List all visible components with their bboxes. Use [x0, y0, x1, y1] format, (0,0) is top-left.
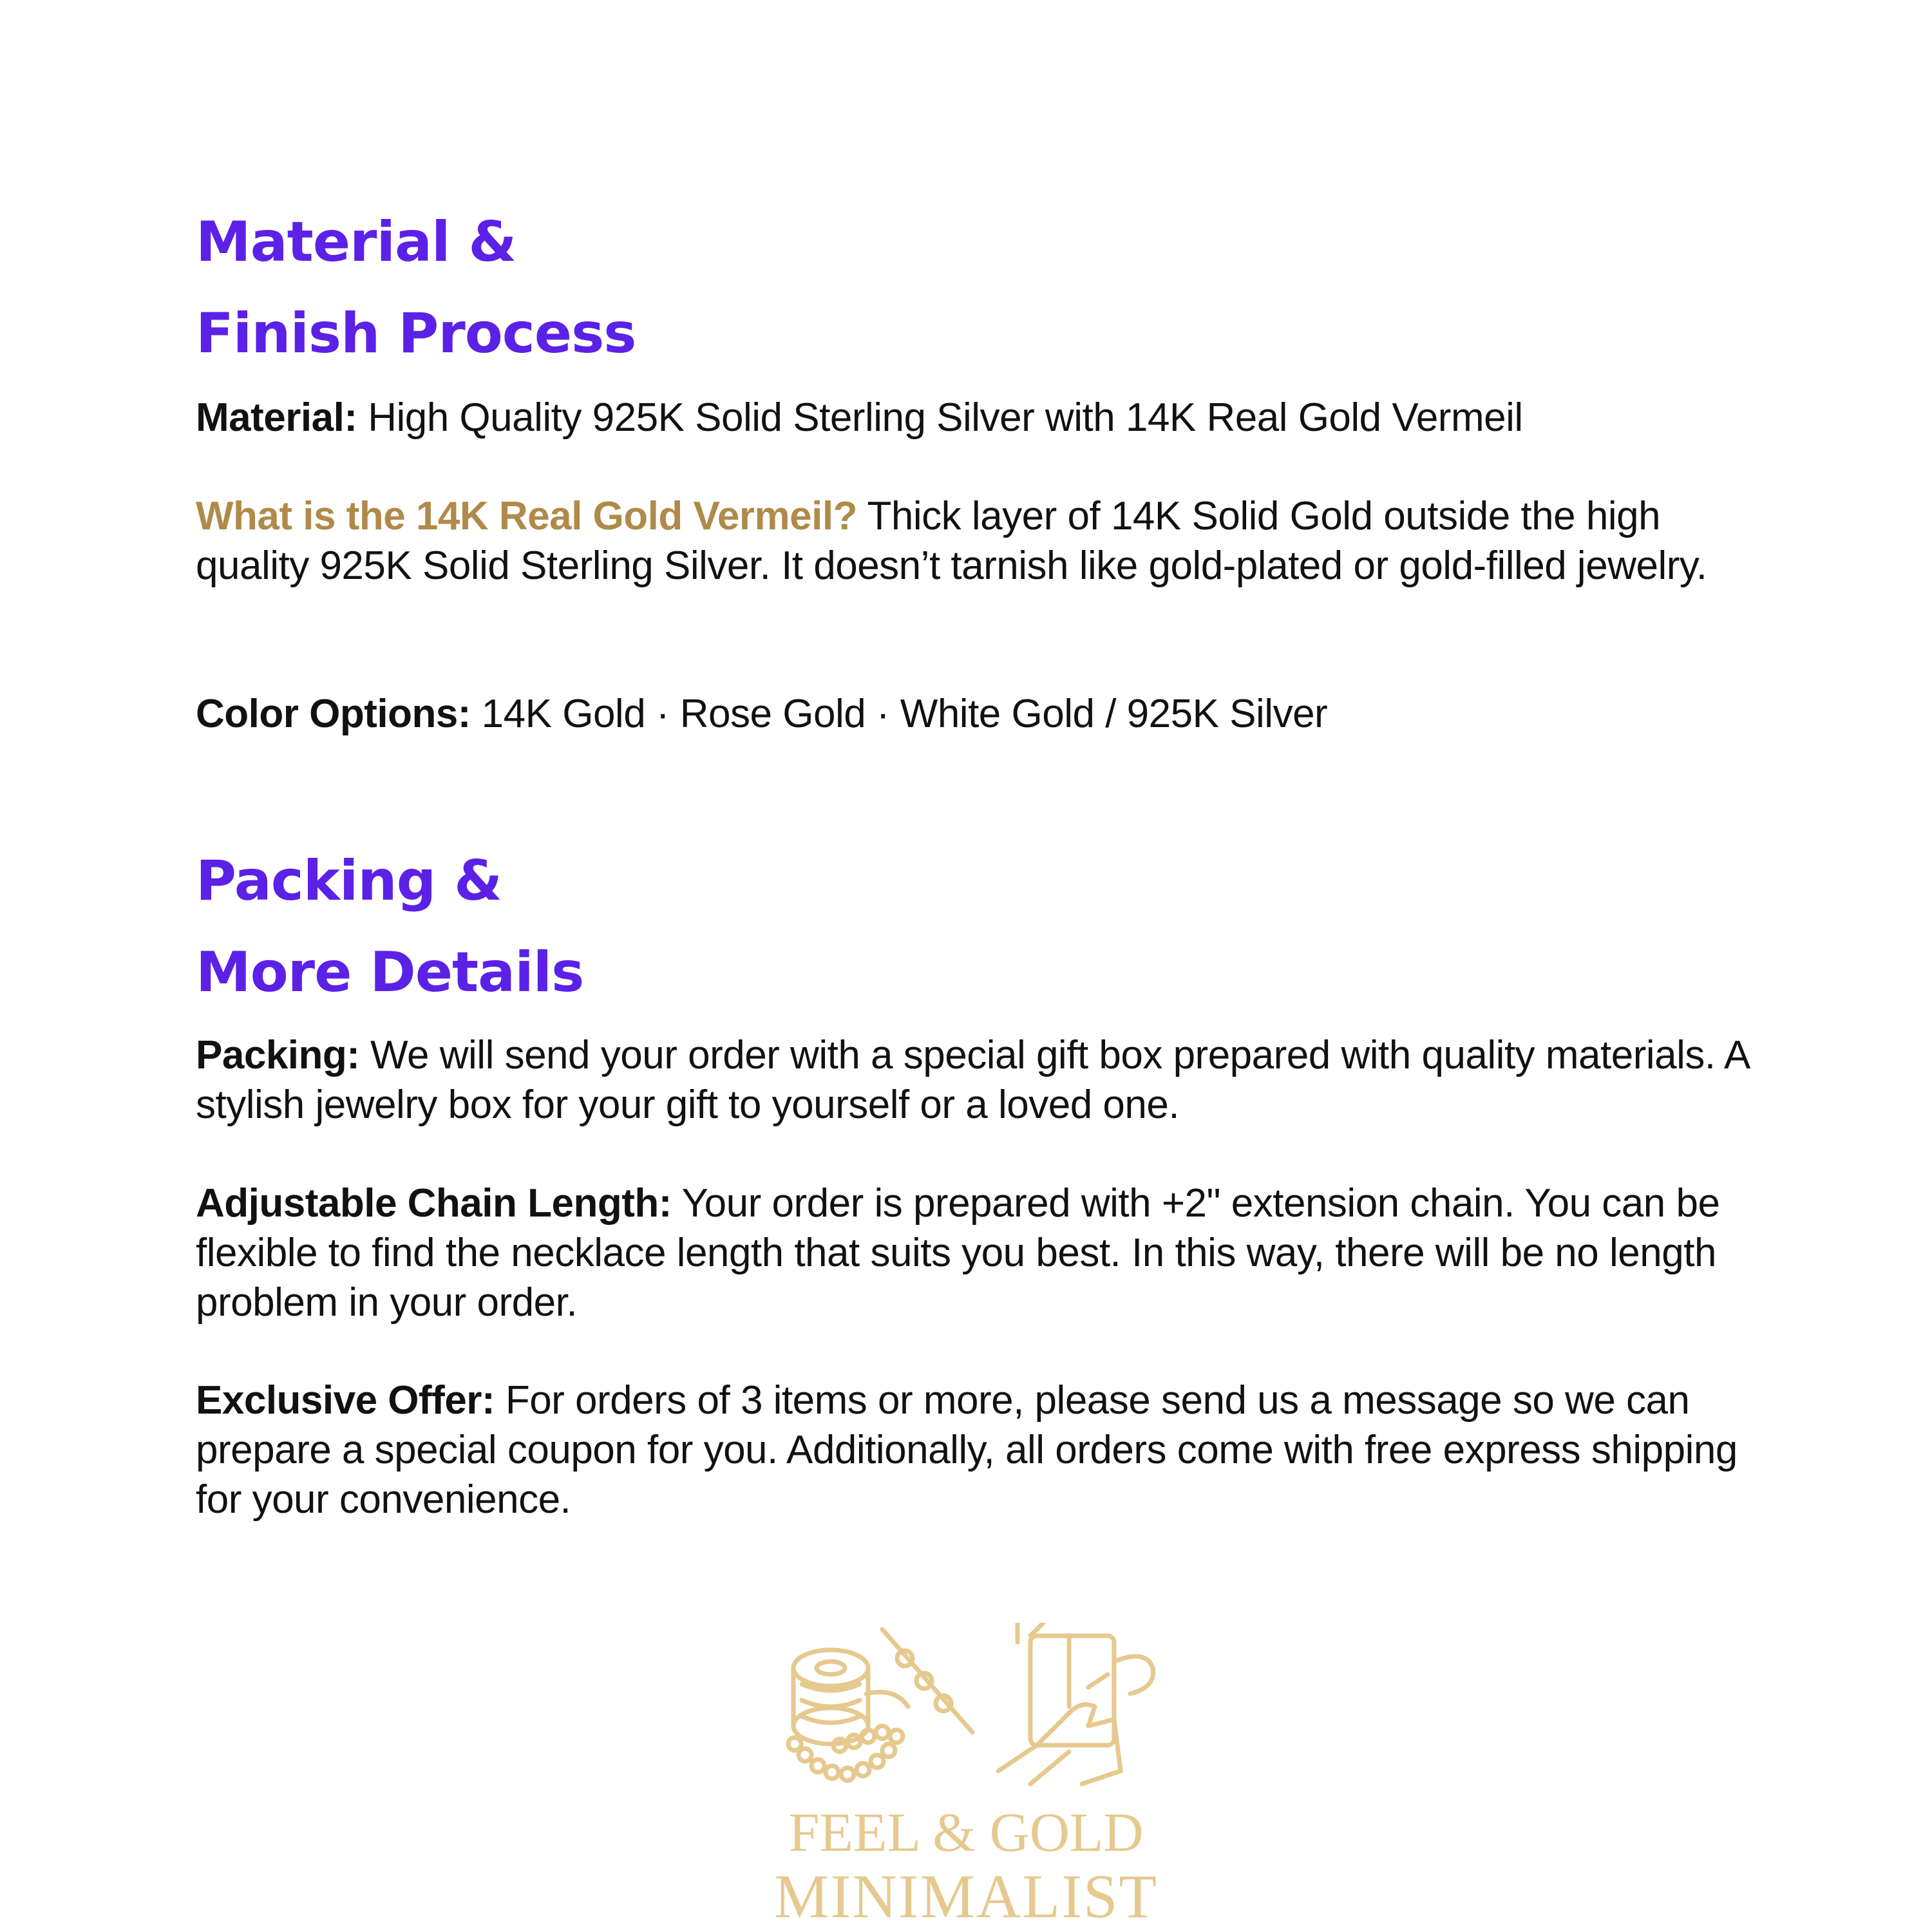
heading-line: More Details	[196, 940, 584, 1005]
heading-line: Material &	[196, 210, 516, 274]
heading-line: Packing &	[196, 849, 502, 913]
section-heading-material	[196, 196, 636, 379]
chain-length-label: Adjustable Chain Length:	[196, 1181, 672, 1226]
material-label: Material:	[196, 395, 357, 440]
logo-text-line2: MINIMALIST	[774, 1862, 1158, 1931]
vermeil-text: Thick layer of 14K Solid Gold outside the high quality 925K Solid Sterling Silver. It doesn’t tarnish like gold-plated or gold-filled jewelry.	[196, 494, 1707, 588]
brand-logo	[773, 0, 1159, 1932]
packing-label: Packing:	[196, 1033, 360, 1077]
exclusive-offer-label: Exclusive Offer:	[196, 1378, 495, 1423]
color-options-text: 14K Gold · Rose Gold · White Gold / 925K Silver	[470, 692, 1328, 736]
section-heading-packing	[196, 835, 583, 1018]
exclusive-offer-text: For orders of 3 items or more, please send us a message so we can prepare a special coupon for you. Additionally, all orders come with free express shipping for your convenience.	[196, 1378, 1738, 1522]
vermeil-label: What is the 14K Real Gold Vermeil?	[196, 494, 857, 538]
chain-length-text: Your order is prepared with +2" extension chain. You can be flexible to find the necklace length that suits you best. In this way, there will be no length problem in your order.	[196, 1181, 1720, 1325]
heading-line: Finish Process	[196, 301, 636, 366]
hand-crafting-icon	[992, 1623, 1159, 1790]
color-options-label: Color Options:	[196, 692, 471, 736]
thread-spool-beads-icon	[786, 1623, 979, 1790]
logo-text-line1: FEEL & GOLD	[788, 1801, 1144, 1863]
packing-text: We will send your order with a special gift box prepared with quality materials. A stylish jewelry box for your gift to yourself or a loved one.	[196, 1033, 1748, 1127]
material-text: High Quality 925K Solid Sterling Silver with 14K Real Gold Vermeil	[357, 395, 1523, 440]
